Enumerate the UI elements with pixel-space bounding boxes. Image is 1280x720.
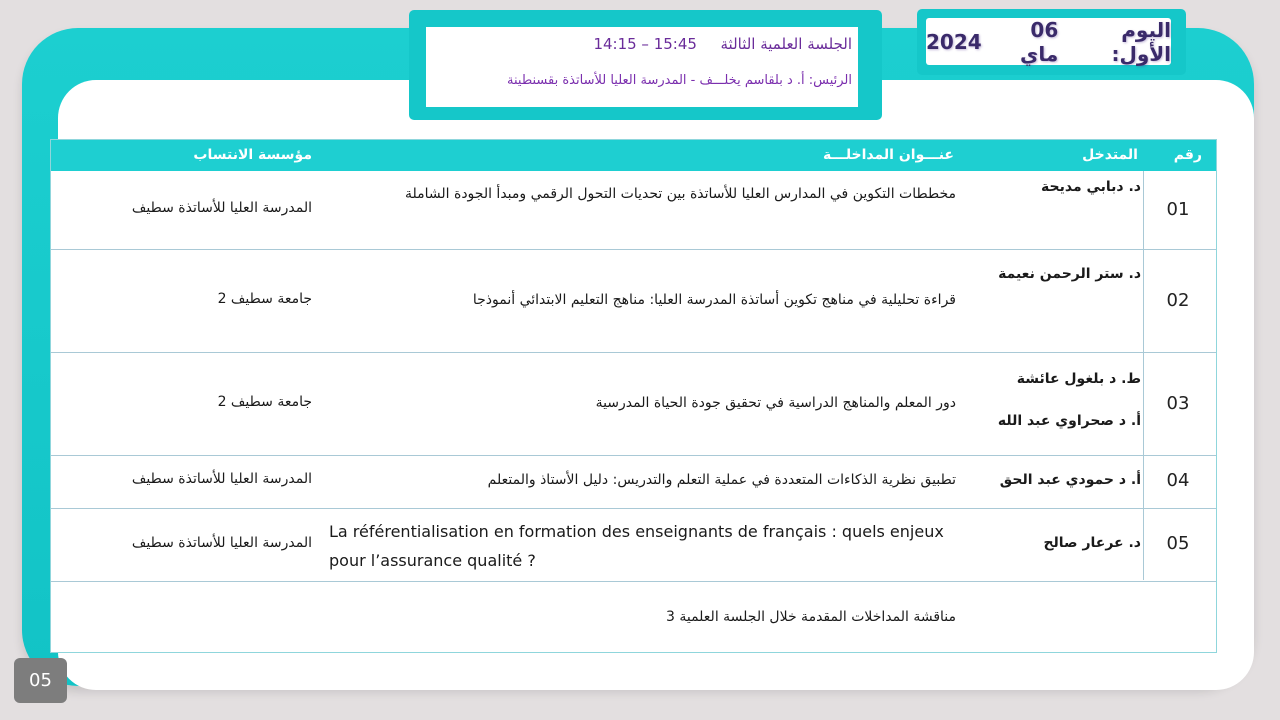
row-institution: المدرسة العليا للأساتذة سطيف	[131, 200, 312, 216]
table-row	[51, 250, 1216, 353]
row-number: 01	[1166, 199, 1190, 220]
row-institution: جامعة سطيف 2	[217, 291, 312, 307]
row-number: 04	[1166, 470, 1190, 491]
day-name: اليوم الأول:	[1111, 17, 1171, 66]
page-number: 05	[14, 658, 67, 703]
header-num: رقم	[1173, 147, 1202, 163]
table-row	[51, 456, 1216, 509]
discussion-row	[51, 582, 1216, 652]
discussion-text: مناقشة المداخلات المقدمة خلال الجلسة العلمية 3	[665, 609, 956, 625]
day-date: 06 ماي	[1020, 17, 1059, 66]
row-presenter: أ. د حمودي عبد الحق	[999, 472, 1141, 488]
row-institution: المدرسة العليا للأساتذة سطيف	[131, 471, 312, 487]
session-info	[426, 27, 858, 107]
table-row	[51, 171, 1216, 250]
row-title: مخططات التكوين في المدارس العليا للأساتذة بين تحديات التحول الرقمي ومبدأ الجودة الشاملة	[404, 186, 956, 202]
row-title: دور المعلم والمناهج الدراسية في تحقيق جودة الحياة المدرسية	[595, 395, 956, 411]
header-title: عنـــوان المداخلـــة	[822, 147, 954, 163]
row-title: قراءة تحليلية في مناهج تكوين أساتذة المدرسة العليا: مناهج التعليم الابتدائي أنموذجا	[472, 292, 956, 308]
row-presenter: د. ستر الرحمن نعيمة	[998, 266, 1141, 282]
day-year: 2024	[926, 29, 982, 54]
header-presenter: المتدخل	[1082, 147, 1138, 163]
row-institution: المدرسة العليا للأساتذة سطيف	[131, 535, 312, 551]
day-banner	[917, 9, 1186, 75]
row-institution: جامعة سطيف 2	[217, 394, 312, 410]
header-institution: مؤسسة الانتساب	[193, 147, 312, 163]
row-presenter: د. دبابي مديحة	[1041, 179, 1141, 195]
program-table	[50, 139, 1217, 653]
row-presenter: د. عرعار صالح	[1043, 535, 1141, 551]
row-number: 05	[1166, 533, 1190, 554]
row-presenter: ط. د بلغول عائشة	[1016, 371, 1141, 387]
session-heading	[593, 35, 852, 53]
table-row	[51, 509, 1216, 582]
session-title: الجلسة العلمية الثالثة	[720, 35, 852, 53]
session-chair: الرئيس: أ. د بلقاسم يخلـــف - المدرسة العليا للأساتذة بقسنطينة	[507, 73, 852, 88]
day-label	[926, 18, 1171, 65]
row-presenter: أ. د صحراوي عبد الله	[997, 413, 1141, 429]
row-title: La référentialisation en formation des enseignants de français : quels enjeux pour l’assurance qualité ?	[329, 522, 944, 570]
row-title: تطبيق نظرية الذكاءات المتعددة في عملية التعلم والتدريس: دليل الأستاذ والمتعلم	[487, 472, 956, 488]
table-header	[51, 140, 1216, 171]
session-banner	[409, 10, 882, 120]
session-time: 14:15 – 15:45	[593, 35, 697, 53]
row-number: 03	[1166, 393, 1190, 414]
table-row	[51, 353, 1216, 456]
row-number: 02	[1166, 290, 1190, 311]
